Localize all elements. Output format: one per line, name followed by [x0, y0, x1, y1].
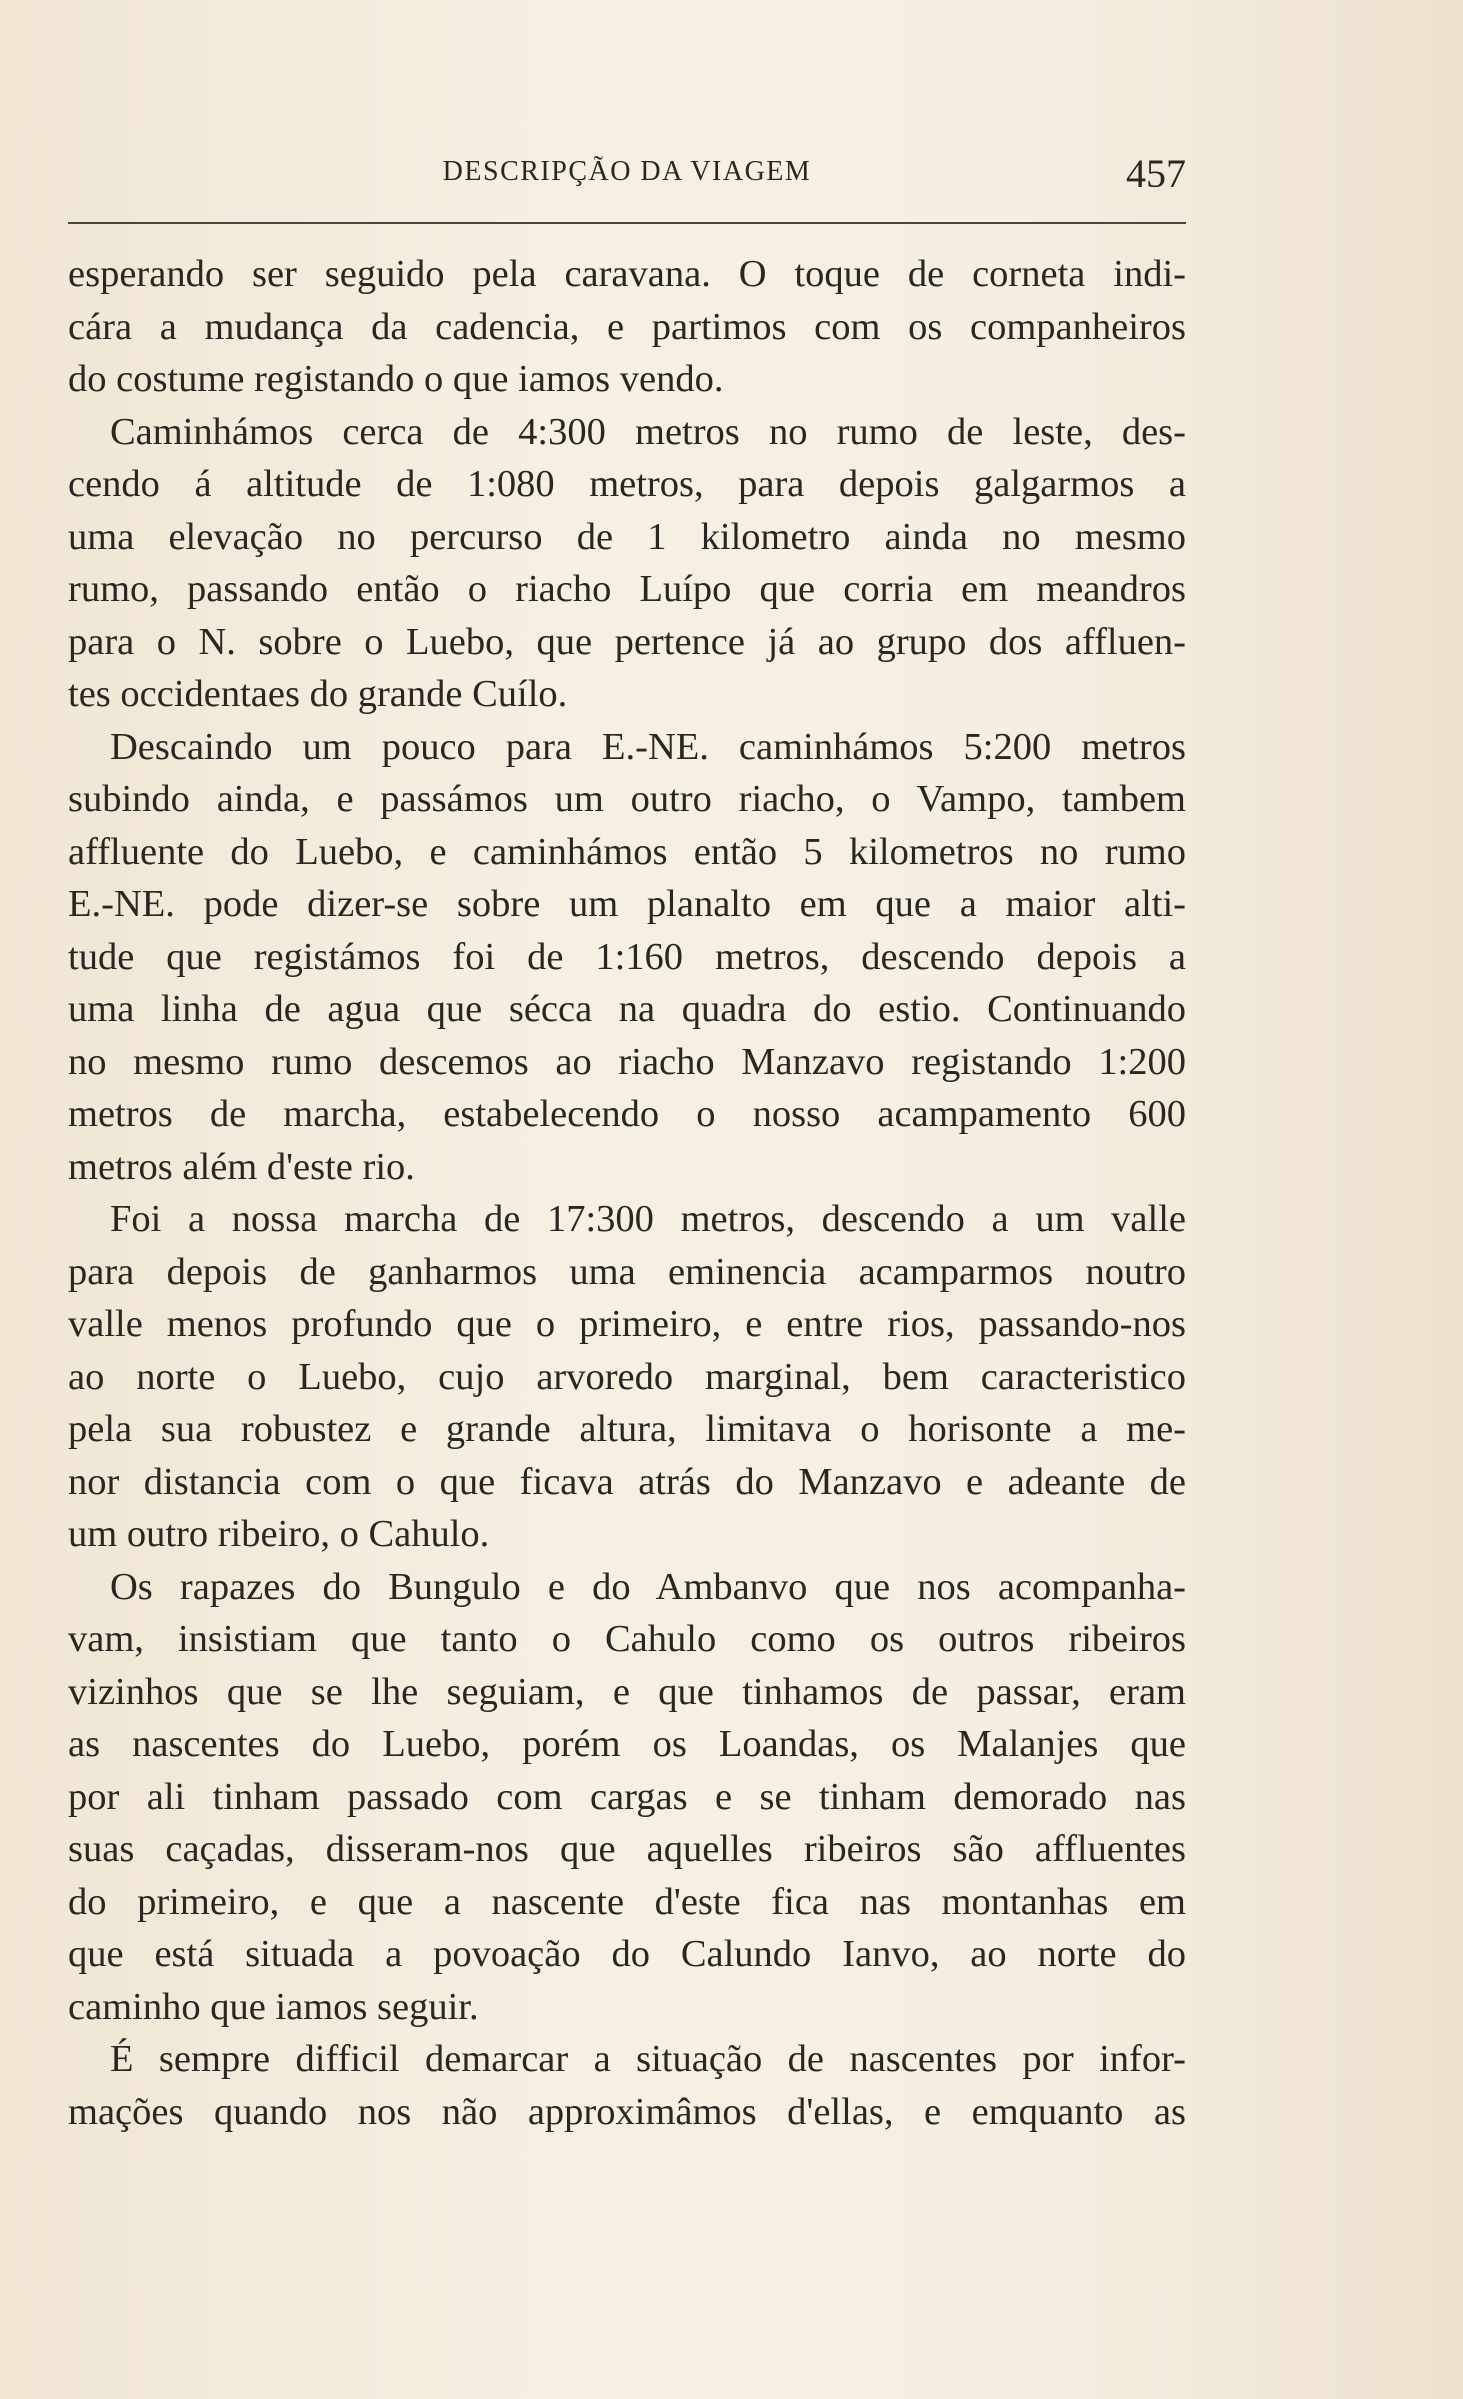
text-line: vam, insistiam que tanto o Cahulo como os outros ribeiros	[68, 1618, 1186, 1660]
header-rule	[68, 222, 1186, 224]
text-line: do costume registando o que iamos vendo.	[68, 358, 724, 400]
text-line: É sempre difficil demarcar a situação de nascentes por infor-	[110, 2038, 1186, 2080]
text-line: nor distancia com o que ficava atrás do Manzavo e adeante de	[68, 1460, 1186, 1503]
page-header	[68, 150, 1186, 198]
running-title: DESCRIPÇÃO DA VIAGEM	[442, 156, 812, 187]
text-line: do primeiro, e que a nascente d'este fica nas montanhas em	[68, 1880, 1186, 1923]
text-line: Descaindo um pouco para E.-NE. caminhámos 5:200 metros	[110, 725, 1186, 768]
text-line: um outro ribeiro, o Cahulo.	[68, 1513, 490, 1555]
text-line: E.-NE. pode dizer-se sobre um planalto em que a maior alti-	[68, 883, 1186, 925]
text-line: valle menos profundo que o primeiro, e entre rios, passando-nos	[68, 1303, 1186, 1345]
text-line: uma elevação no percurso de 1 kilometro ainda no mesmo	[68, 515, 1186, 558]
text-line: pela sua robustez e grande altura, limitava o horisonte a me-	[68, 1408, 1186, 1450]
text-line: suas caçadas, disseram-nos que aquelles ribeiros são affluentes	[68, 1828, 1186, 1870]
text-line: para depois de ganharmos uma eminencia acamparmos noutro	[68, 1250, 1186, 1293]
text-line: affluente do Luebo, e caminhámos então 5 kilometros no rumo	[68, 830, 1186, 873]
text-line: esperando ser seguido pela caravana. O toque de corneta indi-	[68, 253, 1186, 295]
text-line: tude que registámos foi de 1:160 metros, descendo depois a	[68, 935, 1186, 978]
body-text	[68, 248, 1186, 2138]
text-line: cendo á altitude de 1:080 metros, para depois galgarmos a	[68, 463, 1186, 505]
text-line: que está situada a povoação do Calundo Ianvo, ao norte do	[68, 1933, 1186, 1975]
text-line: para o N. sobre o Luebo, que pertence já ao grupo dos affluen-	[68, 620, 1186, 663]
text-line: as nascentes do Luebo, porém os Loandas, os Malanjes que	[68, 1723, 1186, 1765]
text-line: Foi a nossa marcha de 17:300 metros, descendo a um valle	[110, 1198, 1186, 1240]
text-line: tes occidentaes do grande Cuílo.	[68, 673, 568, 715]
text-line: uma linha de agua que sécca na quadra do estio. Continuando	[68, 988, 1186, 1030]
text-line: rumo, passando então o riacho Luípo que corria em meandros	[68, 568, 1186, 610]
text-line: por ali tinham passado com cargas e se tinham demorado nas	[68, 1775, 1186, 1818]
text-line: vizinhos que se lhe seguiam, e que tinhamos de passar, eram	[68, 1670, 1186, 1713]
text-line: Caminhámos cerca de 4:300 metros no rumo de leste, des-	[110, 410, 1186, 453]
text-line: metros além d'este rio.	[68, 1145, 415, 1188]
text-line: caminho que iamos seguir.	[68, 1985, 479, 2028]
text-line: no mesmo rumo descemos ao riacho Manzavo registando 1:200	[68, 1040, 1186, 1083]
text-line: mações quando nos não approximâmos d'ellas, e emquanto as	[68, 2090, 1186, 2133]
page-number: 457	[1126, 151, 1186, 196]
text-line: subindo ainda, e passámos um outro riacho, o Vampo, tambem	[68, 778, 1186, 820]
text-line: Os rapazes do Bungulo e do Ambanvo que nos acompanha-	[110, 1565, 1186, 1608]
text-line: ao norte o Luebo, cujo arvoredo marginal, bem caracteristico	[68, 1355, 1186, 1398]
text-line: metros de marcha, estabelecendo o nosso acampamento 600	[68, 1093, 1186, 1135]
text-line: cára a mudança da cadencia, e partimos com os companheiros	[68, 305, 1186, 348]
